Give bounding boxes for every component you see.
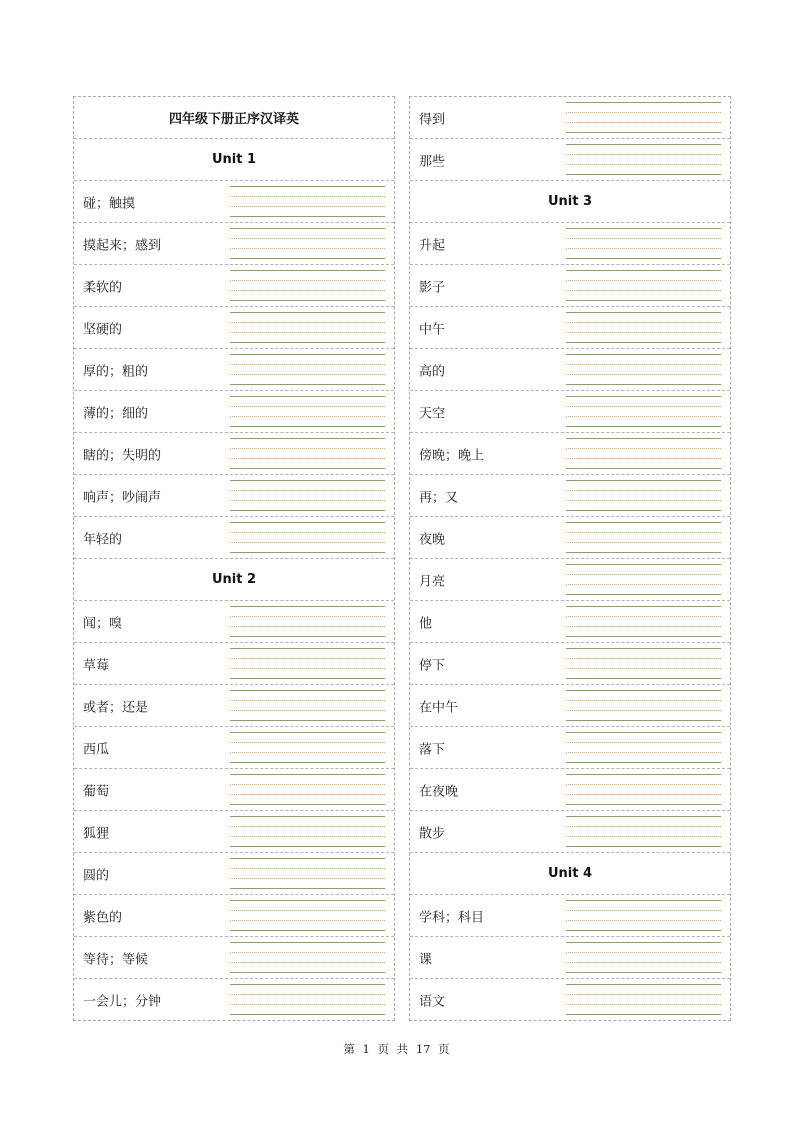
chinese-word-label: 在夜晚 xyxy=(419,784,459,799)
chinese-word-label: 停下 xyxy=(419,658,446,673)
writing-lines[interactable] xyxy=(230,984,385,1016)
writing-guide-line xyxy=(566,102,721,103)
writing-guide-line xyxy=(566,930,721,931)
chinese-word-label: 碰；触摸 xyxy=(83,196,136,211)
writing-guide-line xyxy=(566,490,721,491)
writing-guide-line xyxy=(230,542,385,543)
right-vocab-row xyxy=(410,894,730,936)
writing-lines[interactable] xyxy=(566,816,721,848)
chinese-word-label: 一会儿；分钟 xyxy=(83,994,162,1009)
left-vocab-row xyxy=(74,180,394,222)
writing-guide-line xyxy=(566,426,721,427)
writing-guide-line xyxy=(230,396,385,397)
writing-guide-line xyxy=(230,816,385,817)
right-vocab-row xyxy=(410,936,730,978)
right-vocab-row xyxy=(410,600,730,642)
writing-guide-line xyxy=(230,952,385,953)
writing-guide-line xyxy=(230,438,385,439)
chinese-word-label: 升起 xyxy=(419,238,446,253)
writing-guide-line xyxy=(566,826,721,827)
writing-lines[interactable] xyxy=(230,228,385,260)
writing-guide-line xyxy=(230,668,385,669)
writing-guide-line xyxy=(566,1004,721,1005)
writing-guide-line xyxy=(566,994,721,995)
chinese-word-label: 厚的；粗的 xyxy=(83,364,149,379)
chinese-word-label: 西瓜 xyxy=(83,742,110,757)
right-vocab-row xyxy=(410,432,730,474)
chinese-word-label: 柔软的 xyxy=(83,280,123,295)
right-vocab-row xyxy=(410,642,730,684)
writing-lines[interactable] xyxy=(230,858,385,890)
right-vocab-row xyxy=(410,768,730,810)
writing-guide-line xyxy=(230,658,385,659)
right-vocab-row xyxy=(410,348,730,390)
right-vocab-row xyxy=(410,516,730,558)
writing-lines[interactable] xyxy=(566,648,721,680)
writing-guide-line xyxy=(566,742,721,743)
writing-guide-line xyxy=(566,574,721,575)
chinese-word-label: 傍晚；晚上 xyxy=(419,448,485,463)
writing-guide-line xyxy=(230,690,385,691)
writing-guide-line xyxy=(566,784,721,785)
writing-guide-line xyxy=(230,742,385,743)
writing-guide-line xyxy=(566,720,721,721)
writing-guide-line xyxy=(566,584,721,585)
writing-guide-line xyxy=(566,342,721,343)
writing-guide-line xyxy=(230,280,385,281)
writing-guide-line xyxy=(566,480,721,481)
writing-guide-line xyxy=(230,342,385,343)
writing-guide-line xyxy=(566,290,721,291)
writing-guide-line xyxy=(566,846,721,847)
writing-guide-line xyxy=(566,710,721,711)
left-vocab-row xyxy=(74,684,394,726)
writing-guide-line xyxy=(230,626,385,627)
writing-guide-line xyxy=(230,290,385,291)
chinese-word-label: 等待；等候 xyxy=(83,952,149,967)
chinese-word-label: 瞎的；失明的 xyxy=(83,448,162,463)
chinese-word-label: 语文 xyxy=(419,994,446,1009)
writing-guide-line xyxy=(566,438,721,439)
writing-guide-line xyxy=(230,900,385,901)
writing-guide-line xyxy=(566,700,721,701)
chinese-word-label: 紫色的 xyxy=(83,910,123,925)
writing-guide-line xyxy=(566,354,721,355)
left-vocab-row xyxy=(74,978,394,1020)
right-vocab-row xyxy=(410,726,730,768)
writing-guide-line xyxy=(230,942,385,943)
left-vocab-row xyxy=(74,390,394,432)
writing-guide-line xyxy=(566,332,721,333)
writing-guide-line xyxy=(566,122,721,123)
writing-guide-line xyxy=(566,774,721,775)
writing-guide-line xyxy=(230,364,385,365)
left-column xyxy=(73,96,395,1021)
writing-guide-line xyxy=(230,868,385,869)
writing-guide-line xyxy=(230,186,385,187)
chinese-word-label: 课 xyxy=(419,952,433,967)
writing-guide-line xyxy=(230,312,385,313)
writing-lines[interactable] xyxy=(230,690,385,722)
writing-guide-line xyxy=(230,490,385,491)
chinese-word-label: 葡萄 xyxy=(83,784,110,799)
writing-guide-line xyxy=(566,280,721,281)
chinese-word-label: 学科；科目 xyxy=(419,910,485,925)
writing-guide-line xyxy=(566,532,721,533)
right-vocab-row xyxy=(410,810,730,852)
writing-guide-line xyxy=(566,300,721,301)
writing-guide-line xyxy=(230,416,385,417)
left-vocab-row xyxy=(74,936,394,978)
writing-guide-line xyxy=(566,732,721,733)
writing-guide-line xyxy=(566,448,721,449)
left-vocab-row xyxy=(74,474,394,516)
writing-guide-line xyxy=(566,952,721,953)
chinese-word-label: 落下 xyxy=(419,742,446,757)
writing-guide-line xyxy=(566,984,721,985)
chinese-word-label: 圆的 xyxy=(83,868,110,883)
left-vocab-row xyxy=(74,768,394,810)
writing-guide-line xyxy=(230,994,385,995)
writing-guide-line xyxy=(230,700,385,701)
writing-lines[interactable] xyxy=(230,816,385,848)
writing-guide-line xyxy=(230,1014,385,1015)
chinese-word-label: 天空 xyxy=(419,406,446,421)
writing-guide-line xyxy=(566,396,721,397)
writing-guide-line xyxy=(566,228,721,229)
writing-guide-line xyxy=(566,920,721,921)
writing-guide-line xyxy=(230,1004,385,1005)
chinese-word-label: 响声；吵闹声 xyxy=(83,490,162,505)
writing-guide-line xyxy=(230,678,385,679)
left-vocab-row xyxy=(74,642,394,684)
writing-guide-line xyxy=(230,762,385,763)
writing-guide-line xyxy=(230,216,385,217)
writing-guide-line xyxy=(566,416,721,417)
writing-guide-line xyxy=(230,972,385,973)
writing-guide-line xyxy=(230,384,385,385)
right-section-header: Unit 4 xyxy=(410,852,730,894)
writing-lines[interactable] xyxy=(566,396,721,428)
writing-guide-line xyxy=(230,804,385,805)
writing-lines[interactable] xyxy=(566,774,721,806)
writing-guide-line xyxy=(230,270,385,271)
writing-guide-line xyxy=(566,678,721,679)
left-vocab-row xyxy=(74,222,394,264)
writing-lines[interactable] xyxy=(230,648,385,680)
writing-guide-line xyxy=(566,500,721,501)
chinese-word-label: 中午 xyxy=(419,322,446,337)
right-vocab-row xyxy=(410,684,730,726)
right-vocab-row xyxy=(410,97,730,138)
chinese-word-label: 散步 xyxy=(419,826,446,841)
writing-guide-line xyxy=(230,332,385,333)
writing-lines[interactable] xyxy=(566,102,721,134)
writing-guide-line xyxy=(230,910,385,911)
writing-guide-line xyxy=(230,710,385,711)
writing-lines[interactable] xyxy=(230,606,385,638)
right-section-header: Unit 3 xyxy=(410,180,730,222)
writing-guide-line xyxy=(566,406,721,407)
writing-lines[interactable] xyxy=(566,354,721,386)
writing-guide-line xyxy=(566,364,721,365)
writing-guide-line xyxy=(230,522,385,523)
right-vocab-row xyxy=(410,558,730,600)
writing-guide-line xyxy=(230,920,385,921)
writing-guide-line xyxy=(566,542,721,543)
writing-guide-line xyxy=(230,500,385,501)
writing-guide-line xyxy=(230,616,385,617)
right-vocab-row xyxy=(410,390,730,432)
writing-guide-line xyxy=(230,784,385,785)
chinese-word-label: 那些 xyxy=(419,154,446,169)
chinese-word-label: 在中午 xyxy=(419,700,459,715)
writing-lines[interactable] xyxy=(230,186,385,218)
writing-lines[interactable] xyxy=(230,396,385,428)
writing-guide-line xyxy=(566,564,721,565)
page-footer: 第 1 页 共 17 页 xyxy=(343,1042,450,1056)
writing-guide-line xyxy=(566,154,721,155)
left-vocab-row xyxy=(74,264,394,306)
writing-guide-line xyxy=(230,752,385,753)
writing-guide-line xyxy=(230,930,385,931)
right-vocab-row xyxy=(410,138,730,180)
writing-guide-line xyxy=(230,196,385,197)
writing-guide-line xyxy=(230,406,385,407)
writing-guide-line xyxy=(230,858,385,859)
writing-lines[interactable] xyxy=(566,438,721,470)
writing-guide-line xyxy=(230,354,385,355)
chinese-word-label: 影子 xyxy=(419,280,446,295)
writing-guide-line xyxy=(566,668,721,669)
writing-guide-line xyxy=(230,648,385,649)
chinese-word-label: 再；又 xyxy=(419,490,459,505)
writing-lines[interactable] xyxy=(230,312,385,344)
writing-guide-line xyxy=(566,616,721,617)
writing-guide-line xyxy=(566,794,721,795)
writing-guide-line xyxy=(566,658,721,659)
writing-guide-line xyxy=(230,888,385,889)
writing-guide-line xyxy=(230,846,385,847)
writing-guide-line xyxy=(566,648,721,649)
writing-lines[interactable] xyxy=(230,522,385,554)
left-vocab-row xyxy=(74,348,394,390)
writing-lines[interactable] xyxy=(566,522,721,554)
writing-guide-line xyxy=(566,144,721,145)
writing-guide-line xyxy=(566,522,721,523)
writing-guide-line xyxy=(566,458,721,459)
writing-lines[interactable] xyxy=(566,144,721,176)
writing-guide-line xyxy=(230,552,385,553)
chinese-word-label: 月亮 xyxy=(419,574,446,589)
writing-guide-line xyxy=(566,270,721,271)
writing-guide-line xyxy=(566,804,721,805)
right-vocab-row xyxy=(410,978,730,1020)
left-vocab-row xyxy=(74,852,394,894)
writing-guide-line xyxy=(230,238,385,239)
writing-guide-line xyxy=(566,132,721,133)
writing-guide-line xyxy=(566,762,721,763)
writing-guide-line xyxy=(230,426,385,427)
chinese-word-label: 或者；还是 xyxy=(83,700,149,715)
writing-lines[interactable] xyxy=(566,606,721,638)
left-section-header: 四年级下册正序汉译英 xyxy=(168,112,299,127)
writing-lines[interactable] xyxy=(566,984,721,1016)
writing-lines[interactable] xyxy=(566,732,721,764)
writing-guide-line xyxy=(230,480,385,481)
writing-guide-line xyxy=(230,720,385,721)
writing-guide-line xyxy=(566,238,721,239)
writing-guide-line xyxy=(230,300,385,301)
writing-guide-line xyxy=(230,532,385,533)
writing-guide-line xyxy=(566,112,721,113)
chinese-word-label: 得到 xyxy=(419,112,446,127)
chinese-word-label: 夜晚 xyxy=(419,532,446,547)
writing-guide-line xyxy=(230,322,385,323)
writing-guide-line xyxy=(230,984,385,985)
writing-guide-line xyxy=(566,374,721,375)
writing-guide-line xyxy=(230,732,385,733)
writing-lines[interactable] xyxy=(566,228,721,260)
writing-guide-line xyxy=(230,826,385,827)
right-vocab-row xyxy=(410,264,730,306)
writing-lines[interactable] xyxy=(566,480,721,512)
chinese-word-label: 他 xyxy=(419,616,433,631)
writing-lines[interactable] xyxy=(566,690,721,722)
left-vocab-row xyxy=(74,306,394,348)
writing-guide-line xyxy=(230,448,385,449)
writing-lines[interactable] xyxy=(230,732,385,764)
writing-guide-line xyxy=(566,900,721,901)
left-section-header: Unit 2 xyxy=(74,558,394,600)
chinese-word-label: 闻；嗅 xyxy=(83,616,123,631)
right-vocab-row xyxy=(410,222,730,264)
writing-guide-line xyxy=(230,794,385,795)
writing-guide-line xyxy=(230,878,385,879)
chinese-word-label: 坚硬的 xyxy=(83,322,123,337)
writing-guide-line xyxy=(566,312,721,313)
writing-guide-line xyxy=(230,458,385,459)
writing-guide-line xyxy=(566,942,721,943)
writing-guide-line xyxy=(230,636,385,637)
writing-guide-line xyxy=(566,626,721,627)
right-column xyxy=(409,96,731,1021)
writing-guide-line xyxy=(566,636,721,637)
writing-guide-line xyxy=(566,606,721,607)
writing-guide-line xyxy=(566,910,721,911)
left-vocab-row xyxy=(74,810,394,852)
writing-guide-line xyxy=(566,552,721,553)
writing-guide-line xyxy=(230,374,385,375)
writing-guide-line xyxy=(566,248,721,249)
chinese-word-label: 摸起来；感到 xyxy=(83,238,162,253)
writing-guide-line xyxy=(230,836,385,837)
writing-lines[interactable] xyxy=(230,942,385,974)
writing-lines[interactable] xyxy=(230,354,385,386)
left-vocab-row xyxy=(74,432,394,474)
writing-guide-line xyxy=(566,690,721,691)
left-vocab-row xyxy=(74,600,394,642)
writing-lines[interactable] xyxy=(230,438,385,470)
left-vocab-row xyxy=(74,726,394,768)
writing-lines[interactable] xyxy=(230,480,385,512)
left-section-header: Unit 1 xyxy=(74,138,394,180)
writing-guide-line xyxy=(566,510,721,511)
writing-lines[interactable] xyxy=(230,900,385,932)
writing-guide-line xyxy=(230,606,385,607)
writing-guide-line xyxy=(230,510,385,511)
writing-guide-line xyxy=(566,164,721,165)
writing-guide-line xyxy=(566,972,721,973)
writing-lines[interactable] xyxy=(566,564,721,596)
chinese-word-label: 狐狸 xyxy=(83,826,110,841)
writing-guide-line xyxy=(230,774,385,775)
right-vocab-row xyxy=(410,474,730,516)
writing-guide-line xyxy=(566,962,721,963)
chinese-word-label: 草莓 xyxy=(83,658,110,673)
writing-lines[interactable] xyxy=(566,900,721,932)
chinese-word-label: 薄的；细的 xyxy=(83,406,149,421)
writing-guide-line xyxy=(566,1014,721,1015)
writing-guide-line xyxy=(230,258,385,259)
writing-guide-line xyxy=(230,206,385,207)
writing-guide-line xyxy=(230,962,385,963)
writing-guide-line xyxy=(566,384,721,385)
writing-guide-line xyxy=(230,228,385,229)
writing-guide-line xyxy=(566,594,721,595)
writing-guide-line xyxy=(566,752,721,753)
chinese-word-label: 高的 xyxy=(419,364,446,379)
writing-guide-line xyxy=(566,174,721,175)
writing-lines[interactable] xyxy=(566,270,721,302)
left-vocab-row xyxy=(74,516,394,558)
writing-lines[interactable] xyxy=(566,312,721,344)
writing-guide-line xyxy=(566,322,721,323)
writing-guide-line xyxy=(566,258,721,259)
writing-guide-line xyxy=(566,468,721,469)
writing-lines[interactable] xyxy=(230,270,385,302)
writing-guide-line xyxy=(230,468,385,469)
writing-guide-line xyxy=(566,816,721,817)
writing-guide-line xyxy=(230,248,385,249)
writing-lines[interactable] xyxy=(566,942,721,974)
left-vocab-row xyxy=(74,894,394,936)
writing-guide-line xyxy=(566,836,721,837)
right-vocab-row xyxy=(410,306,730,348)
writing-lines[interactable] xyxy=(230,774,385,806)
chinese-word-label: 年轻的 xyxy=(83,532,123,547)
